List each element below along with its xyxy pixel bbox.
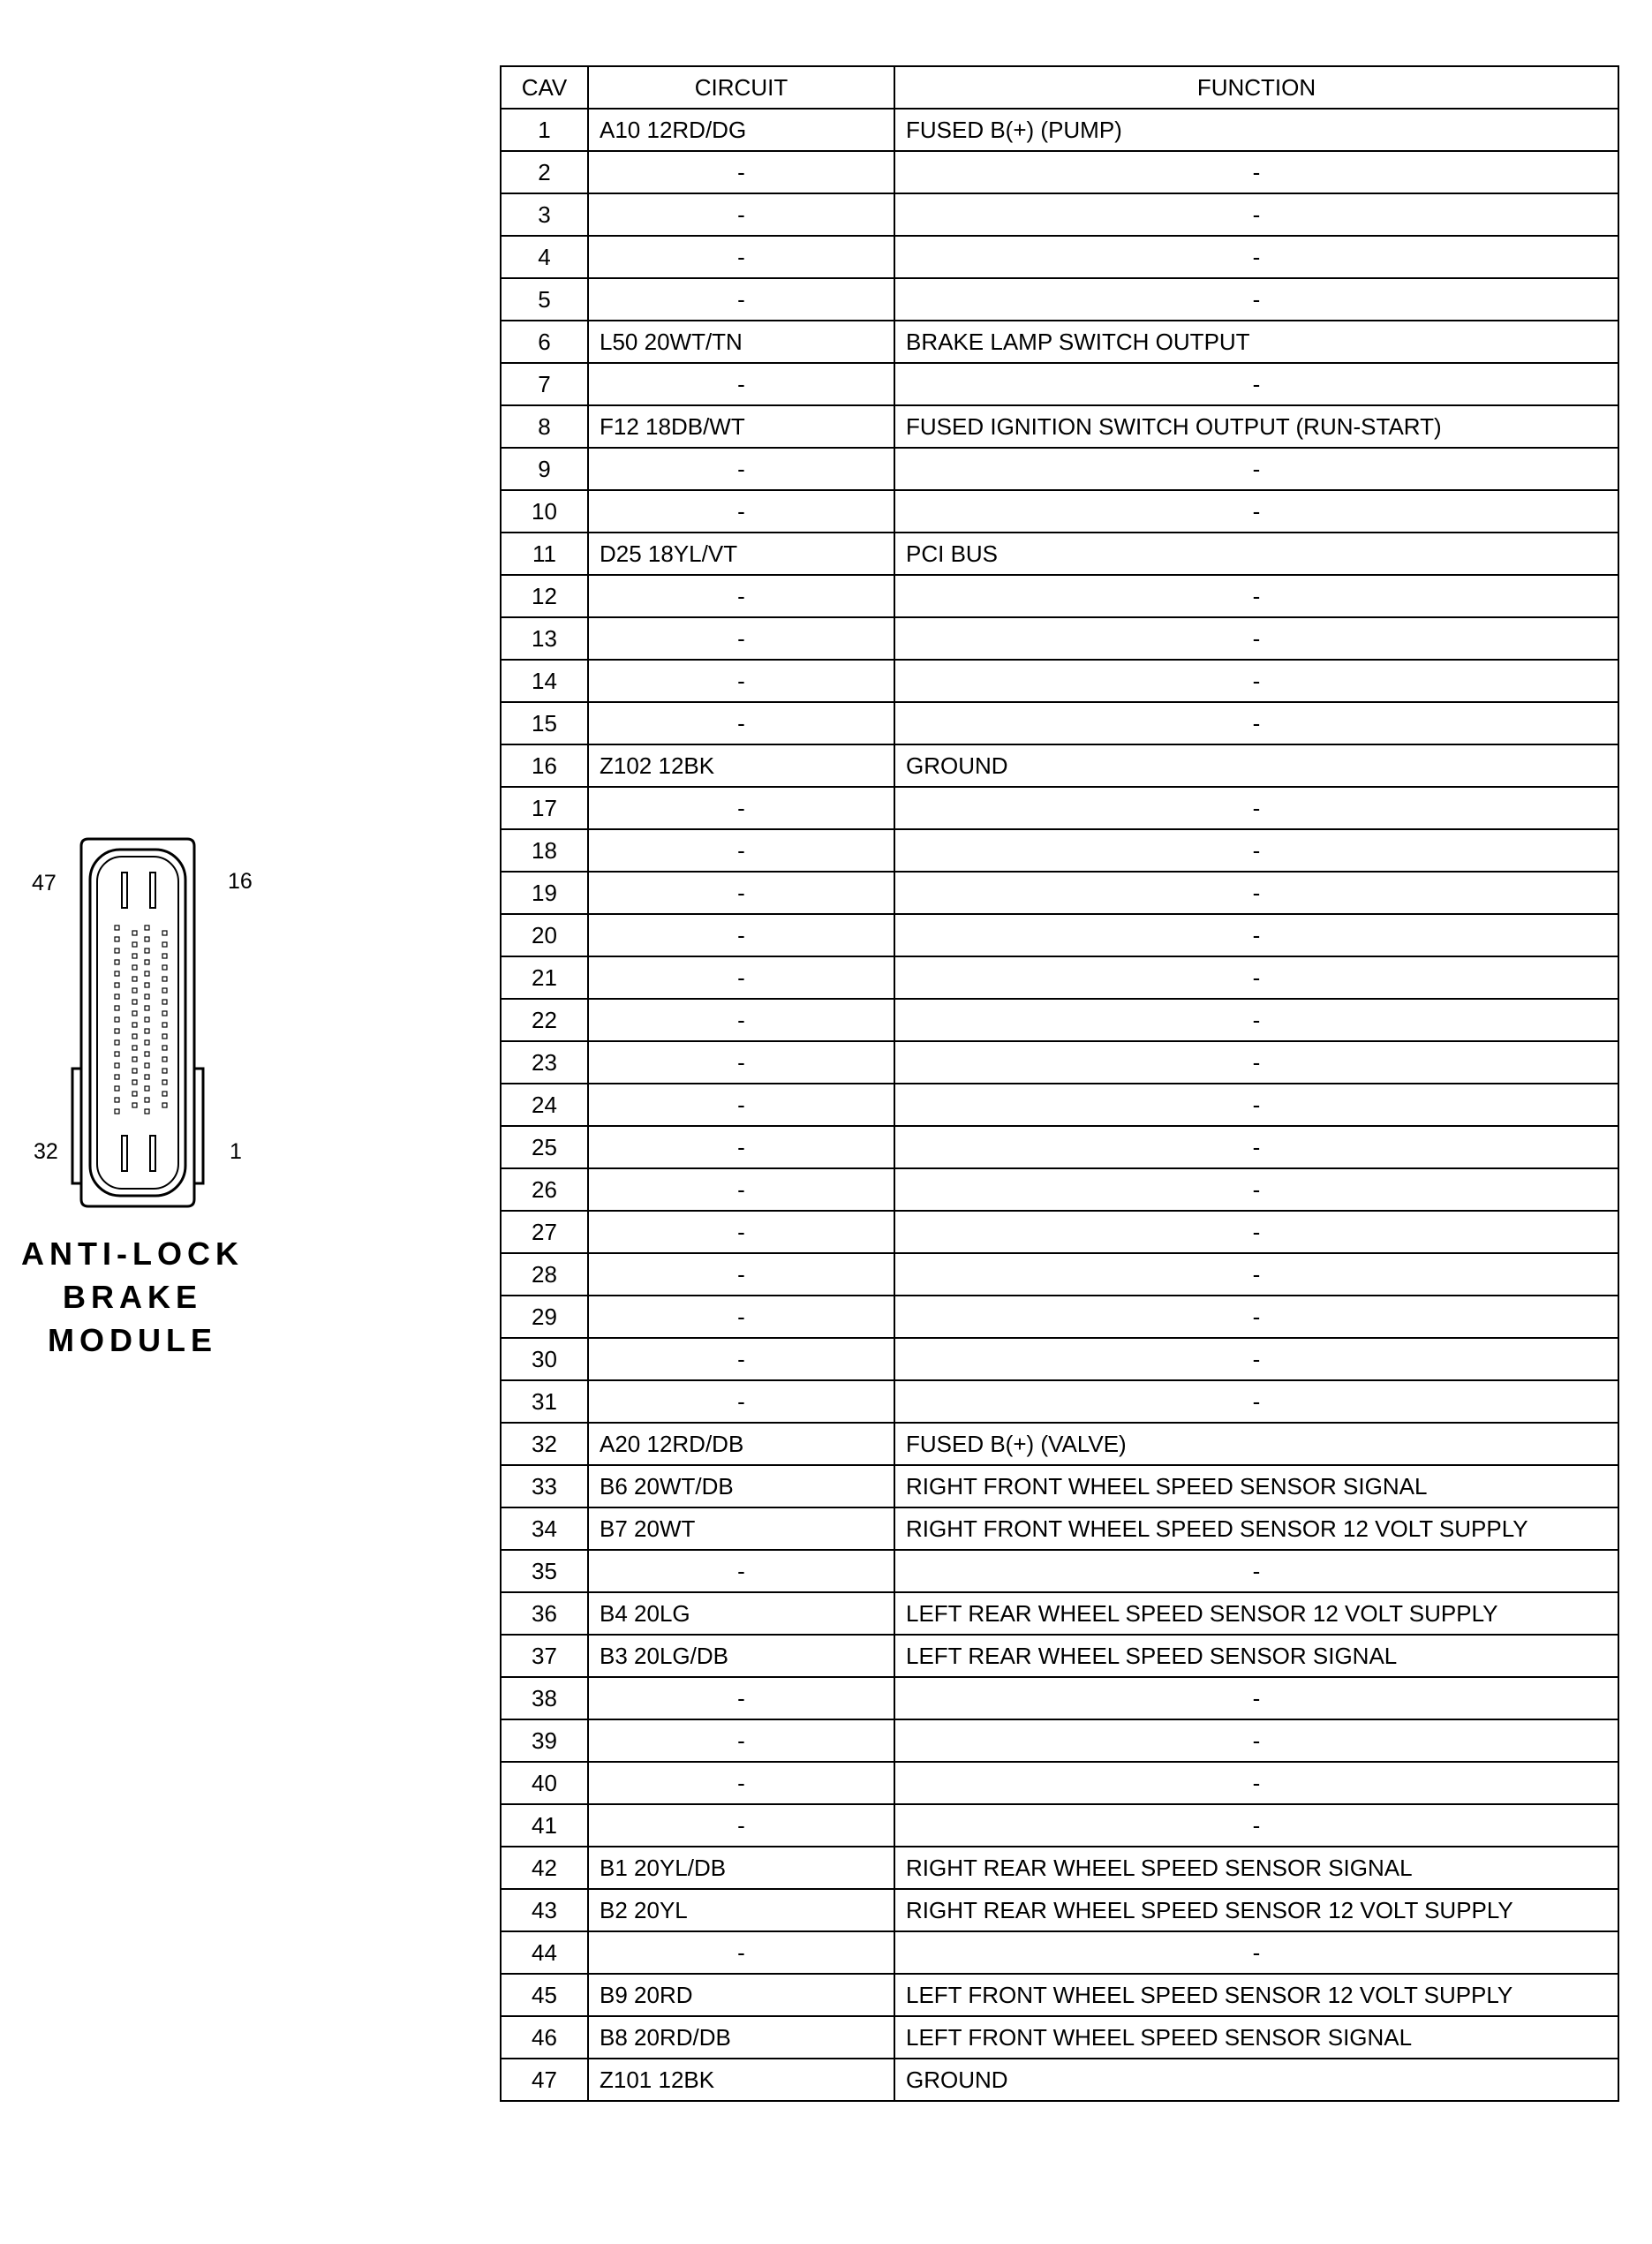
- function-cell: -: [894, 999, 1618, 1041]
- table-row: [501, 1296, 1618, 1338]
- circuit-cell: -: [588, 660, 894, 702]
- circuit-cell: A20 12RD/DB: [588, 1423, 894, 1465]
- module-title: [18, 1232, 247, 1362]
- connector-pin: [115, 1109, 119, 1114]
- function-cell: -: [894, 787, 1618, 829]
- connector-pin: [145, 1109, 149, 1114]
- table-row: [501, 321, 1618, 363]
- connector-pin: [162, 1000, 167, 1004]
- connector-pin: [162, 954, 167, 958]
- function-cell: FUSED IGNITION SWITCH OUTPUT (RUN-START): [894, 405, 1618, 448]
- table-row: [501, 1338, 1618, 1380]
- function-cell: -: [894, 1931, 1618, 1974]
- connector-pin: [145, 960, 149, 964]
- circuit-cell: -: [588, 1550, 894, 1592]
- connector-pin: [132, 965, 137, 970]
- connector-pin: [132, 977, 137, 981]
- table-row: [501, 1847, 1618, 1889]
- cav-cell: 15: [501, 702, 588, 744]
- circuit-cell: -: [588, 490, 894, 533]
- table-row: [501, 363, 1618, 405]
- cav-cell: 10: [501, 490, 588, 533]
- connector-pin: [162, 931, 167, 935]
- cav-cell: 33: [501, 1465, 588, 1507]
- function-cell: -: [894, 1677, 1618, 1719]
- function-cell: FUSED B(+) (PUMP): [894, 109, 1618, 151]
- function-cell: -: [894, 448, 1618, 490]
- table-row: [501, 236, 1618, 278]
- function-cell: -: [894, 1253, 1618, 1296]
- table-row: [501, 1931, 1618, 1974]
- connector-pin: [162, 1011, 167, 1016]
- table-row: [501, 575, 1618, 617]
- pin-label-bottom-left: 32: [34, 1139, 58, 1164]
- cav-cell: 30: [501, 1338, 588, 1380]
- connector-pin: [145, 1063, 149, 1068]
- table-row: [501, 1889, 1618, 1931]
- function-cell: -: [894, 575, 1618, 617]
- connector-pin: [115, 1006, 119, 1010]
- connector-pin: [132, 1057, 137, 1062]
- function-cell: -: [894, 1719, 1618, 1762]
- circuit-cell: -: [588, 278, 894, 321]
- function-cell: GROUND: [894, 2059, 1618, 2101]
- connector-pin: [145, 1006, 149, 1010]
- cav-cell: 5: [501, 278, 588, 321]
- table-row: [501, 872, 1618, 914]
- circuit-cell: -: [588, 151, 894, 193]
- connector-pin: [145, 1017, 149, 1022]
- module-title-line-1: ANTI-LOCK: [21, 1235, 244, 1272]
- table-row: [501, 1126, 1618, 1168]
- function-cell: -: [894, 1168, 1618, 1211]
- cav-cell: 29: [501, 1296, 588, 1338]
- table-row: [501, 829, 1618, 872]
- table-row: [501, 1550, 1618, 1592]
- pin-label-top-left: 47: [32, 871, 57, 895]
- circuit-cell: L50 20WT/TN: [588, 321, 894, 363]
- cav-cell: 18: [501, 829, 588, 872]
- table-row: [501, 956, 1618, 999]
- function-cell: -: [894, 1211, 1618, 1253]
- function-cell: -: [894, 193, 1618, 236]
- pin-label-bottom-right: 1: [230, 1139, 242, 1164]
- connector-pin: [162, 1103, 167, 1107]
- function-cell: -: [894, 1380, 1618, 1423]
- cav-cell: 6: [501, 321, 588, 363]
- connector-pin: [145, 948, 149, 953]
- function-cell: LEFT REAR WHEEL SPEED SENSOR SIGNAL: [894, 1635, 1618, 1677]
- table-row: [501, 448, 1618, 490]
- connector-pin: [162, 1046, 167, 1050]
- table-row: [501, 278, 1618, 321]
- table-row: [501, 617, 1618, 660]
- connector-pin: [145, 937, 149, 941]
- circuit-cell: D25 18YL/VT: [588, 533, 894, 575]
- connector-pin: [162, 1023, 167, 1027]
- cav-cell: 27: [501, 1211, 588, 1253]
- table-row: [501, 151, 1618, 193]
- cav-cell: 45: [501, 1974, 588, 2016]
- table-row: [501, 2016, 1618, 2059]
- connector-pin: [115, 1086, 119, 1091]
- circuit-cell: B4 20LG: [588, 1592, 894, 1635]
- table-row: [501, 787, 1618, 829]
- circuit-cell: -: [588, 1211, 894, 1253]
- cav-cell: 11: [501, 533, 588, 575]
- circuit-cell: -: [588, 1253, 894, 1296]
- function-cell: -: [894, 236, 1618, 278]
- module-title-line-2: BRAKE: [62, 1279, 202, 1315]
- cav-cell: 24: [501, 1084, 588, 1126]
- connector-pin: [132, 1046, 137, 1050]
- connector-pin: [115, 926, 119, 930]
- connector-pin: [115, 937, 119, 941]
- circuit-cell: -: [588, 575, 894, 617]
- circuit-cell: -: [588, 1338, 894, 1380]
- cav-cell: 13: [501, 617, 588, 660]
- circuit-cell: Z102 12BK: [588, 744, 894, 787]
- function-cell: LEFT FRONT WHEEL SPEED SENSOR 12 VOLT SUPPLY: [894, 1974, 1618, 2016]
- connector-pin: [132, 1092, 137, 1096]
- connector-pin: [145, 1086, 149, 1091]
- cav-cell: 12: [501, 575, 588, 617]
- table-row: [501, 660, 1618, 702]
- function-cell: -: [894, 278, 1618, 321]
- connector-pin: [162, 1069, 167, 1073]
- function-cell: LEFT FRONT WHEEL SPEED SENSOR SIGNAL: [894, 2016, 1618, 2059]
- connector-pin: [132, 1080, 137, 1084]
- circuit-cell: -: [588, 702, 894, 744]
- function-cell: GROUND: [894, 744, 1618, 787]
- table-row: [501, 1719, 1618, 1762]
- connector-pin: [132, 1103, 137, 1107]
- connector-diagram: [26, 830, 274, 1219]
- cav-cell: 20: [501, 914, 588, 956]
- connector-pin: [145, 1052, 149, 1056]
- connector-pin: [145, 1029, 149, 1033]
- connector-pin: [145, 994, 149, 999]
- circuit-cell: -: [588, 1126, 894, 1168]
- function-cell: -: [894, 617, 1618, 660]
- cav-cell: 21: [501, 956, 588, 999]
- cav-cell: 42: [501, 1847, 588, 1889]
- connector-pin: [115, 983, 119, 987]
- pinout-table: [500, 65, 1619, 2102]
- cav-cell: 43: [501, 1889, 588, 1931]
- connector-pin: [132, 1011, 137, 1016]
- function-cell: LEFT REAR WHEEL SPEED SENSOR 12 VOLT SUPPLY: [894, 1592, 1618, 1635]
- connector-pin: [145, 983, 149, 987]
- connector-pin: [145, 926, 149, 930]
- function-cell: -: [894, 1762, 1618, 1804]
- cav-cell: 38: [501, 1677, 588, 1719]
- connector-pin: [145, 971, 149, 976]
- circuit-cell: Z101 12BK: [588, 2059, 894, 2101]
- circuit-cell: -: [588, 1719, 894, 1762]
- cav-cell: 19: [501, 872, 588, 914]
- connector-pin: [162, 942, 167, 947]
- table-row: [501, 1423, 1618, 1465]
- circuit-cell: B6 20WT/DB: [588, 1465, 894, 1507]
- circuit-cell: B2 20YL: [588, 1889, 894, 1931]
- circuit-cell: B3 20LG/DB: [588, 1635, 894, 1677]
- table-row: [501, 1253, 1618, 1296]
- function-cell: -: [894, 1041, 1618, 1084]
- connector-pin: [132, 954, 137, 958]
- connector-pin: [115, 1075, 119, 1079]
- table-row: [501, 1380, 1618, 1423]
- connector-pin: [162, 988, 167, 993]
- cav-cell: 16: [501, 744, 588, 787]
- circuit-cell: -: [588, 1380, 894, 1423]
- function-cell: -: [894, 829, 1618, 872]
- connector-pin: [132, 931, 137, 935]
- table-row: [501, 1168, 1618, 1211]
- cav-cell: 7: [501, 363, 588, 405]
- circuit-cell: -: [588, 448, 894, 490]
- connector-pin: [145, 1075, 149, 1079]
- function-cell: -: [894, 151, 1618, 193]
- connector-pin: [115, 971, 119, 976]
- circuit-cell: F12 18DB/WT: [588, 405, 894, 448]
- cav-cell: 37: [501, 1635, 588, 1677]
- function-cell: -: [894, 490, 1618, 533]
- table-row: [501, 702, 1618, 744]
- function-cell: PCI BUS: [894, 533, 1618, 575]
- connector-pin: [132, 1069, 137, 1073]
- function-cell: -: [894, 1084, 1618, 1126]
- header-circuit: CIRCUIT: [588, 66, 894, 109]
- circuit-cell: B1 20YL/DB: [588, 1847, 894, 1889]
- connector-pin: [132, 1023, 137, 1027]
- cav-cell: 9: [501, 448, 588, 490]
- function-cell: -: [894, 1550, 1618, 1592]
- circuit-cell: -: [588, 1677, 894, 1719]
- connector-pin: [132, 942, 137, 947]
- cav-cell: 25: [501, 1126, 588, 1168]
- table-row: [501, 533, 1618, 575]
- function-cell: -: [894, 1126, 1618, 1168]
- circuit-cell: -: [588, 1762, 894, 1804]
- function-cell: RIGHT FRONT WHEEL SPEED SENSOR SIGNAL: [894, 1465, 1618, 1507]
- cav-cell: 40: [501, 1762, 588, 1804]
- cav-cell: 34: [501, 1507, 588, 1550]
- circuit-cell: B9 20RD: [588, 1974, 894, 2016]
- table-row: [501, 1211, 1618, 1253]
- circuit-cell: B7 20WT: [588, 1507, 894, 1550]
- cav-cell: 14: [501, 660, 588, 702]
- function-cell: RIGHT REAR WHEEL SPEED SENSOR SIGNAL: [894, 1847, 1618, 1889]
- cav-cell: 4: [501, 236, 588, 278]
- cav-cell: 23: [501, 1041, 588, 1084]
- cav-cell: 22: [501, 999, 588, 1041]
- header-cav: CAV: [501, 66, 588, 109]
- connector-pin: [115, 1098, 119, 1102]
- cav-cell: 47: [501, 2059, 588, 2101]
- table-row: [501, 1635, 1618, 1677]
- circuit-cell: -: [588, 363, 894, 405]
- circuit-cell: -: [588, 1041, 894, 1084]
- connector-pin: [162, 1080, 167, 1084]
- connector-pin: [115, 1063, 119, 1068]
- function-cell: -: [894, 1804, 1618, 1847]
- circuit-cell: -: [588, 1296, 894, 1338]
- function-cell: -: [894, 363, 1618, 405]
- function-cell: RIGHT FRONT WHEEL SPEED SENSOR 12 VOLT SUPPLY: [894, 1507, 1618, 1550]
- function-cell: RIGHT REAR WHEEL SPEED SENSOR 12 VOLT SUPPLY: [894, 1889, 1618, 1931]
- table-row: [501, 914, 1618, 956]
- table-row: [501, 490, 1618, 533]
- circuit-cell: -: [588, 1804, 894, 1847]
- cav-cell: 26: [501, 1168, 588, 1211]
- function-cell: FUSED B(+) (VALVE): [894, 1423, 1618, 1465]
- function-cell: -: [894, 1296, 1618, 1338]
- table-header-row: [501, 66, 1618, 109]
- function-cell: -: [894, 702, 1618, 744]
- cav-cell: 46: [501, 2016, 588, 2059]
- table-row: [501, 744, 1618, 787]
- circuit-cell: -: [588, 956, 894, 999]
- circuit-cell: -: [588, 1084, 894, 1126]
- connector-pin: [145, 1040, 149, 1045]
- circuit-cell: -: [588, 617, 894, 660]
- table-row: [501, 1804, 1618, 1847]
- connector-pin: [115, 948, 119, 953]
- table-row: [501, 1974, 1618, 2016]
- table-row: [501, 1041, 1618, 1084]
- connector-pin: [132, 988, 137, 993]
- connector-pin: [162, 965, 167, 970]
- connector-pin: [115, 1029, 119, 1033]
- table-row: [501, 2059, 1618, 2101]
- connector-pin: [115, 1052, 119, 1056]
- table-row: [501, 1465, 1618, 1507]
- connector-pin: [115, 1040, 119, 1045]
- cav-cell: 36: [501, 1592, 588, 1635]
- cav-cell: 32: [501, 1423, 588, 1465]
- table-row: [501, 999, 1618, 1041]
- connector-pin: [162, 1034, 167, 1039]
- circuit-cell: A10 12RD/DG: [588, 109, 894, 151]
- circuit-cell: -: [588, 999, 894, 1041]
- cav-cell: 8: [501, 405, 588, 448]
- cav-cell: 35: [501, 1550, 588, 1592]
- table-row: [501, 1084, 1618, 1126]
- connector-pin: [115, 994, 119, 999]
- cav-cell: 3: [501, 193, 588, 236]
- circuit-cell: -: [588, 193, 894, 236]
- function-cell: -: [894, 872, 1618, 914]
- table-row: [501, 1507, 1618, 1550]
- function-cell: -: [894, 1338, 1618, 1380]
- table-row: [501, 1762, 1618, 1804]
- circuit-cell: -: [588, 872, 894, 914]
- cav-cell: 2: [501, 151, 588, 193]
- connector-pin: [145, 1098, 149, 1102]
- cav-cell: 41: [501, 1804, 588, 1847]
- module-title-line-3: MODULE: [48, 1322, 217, 1358]
- connector-pin: [132, 1034, 137, 1039]
- cav-cell: 31: [501, 1380, 588, 1423]
- header-function: FUNCTION: [894, 66, 1618, 109]
- table-row: [501, 1677, 1618, 1719]
- cav-cell: 28: [501, 1253, 588, 1296]
- circuit-cell: B8 20RD/DB: [588, 2016, 894, 2059]
- connector-pin: [115, 960, 119, 964]
- connector-pin: [162, 977, 167, 981]
- table-row: [501, 109, 1618, 151]
- circuit-cell: -: [588, 829, 894, 872]
- connector-pin: [162, 1092, 167, 1096]
- cav-cell: 1: [501, 109, 588, 151]
- circuit-cell: -: [588, 1931, 894, 1974]
- cav-cell: 44: [501, 1931, 588, 1974]
- connector-pin: [132, 1000, 137, 1004]
- connector-pin: [115, 1017, 119, 1022]
- connector-pin: [162, 1057, 167, 1062]
- pin-label-top-right: 16: [228, 869, 253, 894]
- function-cell: -: [894, 914, 1618, 956]
- circuit-cell: -: [588, 1168, 894, 1211]
- table-row: [501, 1592, 1618, 1635]
- circuit-cell: -: [588, 236, 894, 278]
- circuit-cell: -: [588, 787, 894, 829]
- table-row: [501, 193, 1618, 236]
- cav-cell: 39: [501, 1719, 588, 1762]
- connector-outline: [26, 830, 274, 1219]
- cav-cell: 17: [501, 787, 588, 829]
- circuit-cell: -: [588, 914, 894, 956]
- function-cell: -: [894, 956, 1618, 999]
- function-cell: -: [894, 660, 1618, 702]
- table-row: [501, 405, 1618, 448]
- function-cell: BRAKE LAMP SWITCH OUTPUT: [894, 321, 1618, 363]
